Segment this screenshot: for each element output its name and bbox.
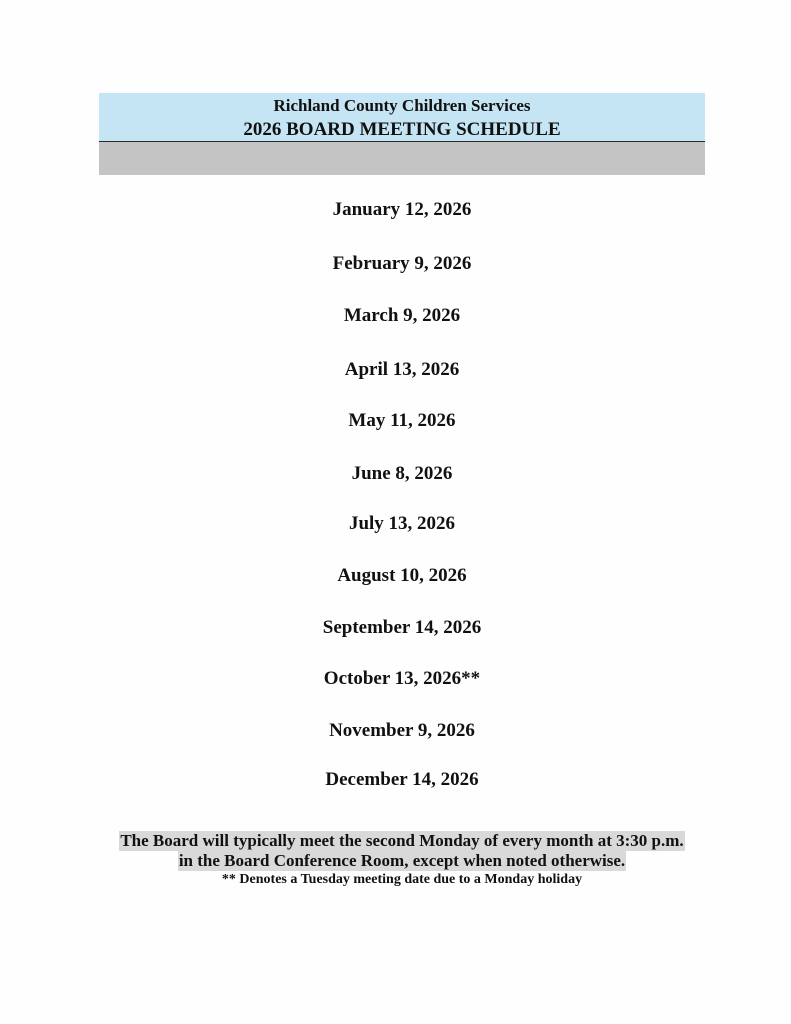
meeting-date-november: November 9, 2026 — [329, 720, 475, 741]
meeting-policy-note-line-1: The Board will typically meet the second Monday of every month at 3:30 p.m. — [120, 831, 684, 850]
meeting-policy-note-line-2: in the Board Conference Room, except when noted otherwise. — [178, 851, 626, 870]
meeting-notes — [60, 831, 744, 888]
meeting-date-october: October 13, 2026** — [323, 668, 481, 689]
meeting-date-september: September 14, 2026 — [322, 617, 482, 638]
meeting-date-december: December 14, 2026 — [325, 769, 479, 790]
meeting-date-march: March 9, 2026 — [343, 305, 461, 326]
meeting-date-august: August 10, 2026 — [337, 565, 467, 586]
meeting-date-july: July 13, 2026 — [348, 513, 456, 534]
meeting-date-april: April 13, 2026 — [344, 359, 460, 380]
meeting-date-june: June 8, 2026 — [351, 463, 453, 484]
meeting-date-may: May 11, 2026 — [348, 410, 456, 431]
document-title: 2026 BOARD MEETING SCHEDULE — [243, 119, 561, 140]
header-divider-band — [99, 142, 705, 175]
tuesday-footnote: ** Denotes a Tuesday meeting date due to a Monday holiday — [221, 872, 583, 887]
meeting-date-february: February 9, 2026 — [332, 253, 472, 274]
meeting-date-january: January 12, 2026 — [332, 199, 472, 220]
schedule-header — [99, 93, 705, 142]
organization-name: Richland County Children Services — [273, 96, 531, 115]
